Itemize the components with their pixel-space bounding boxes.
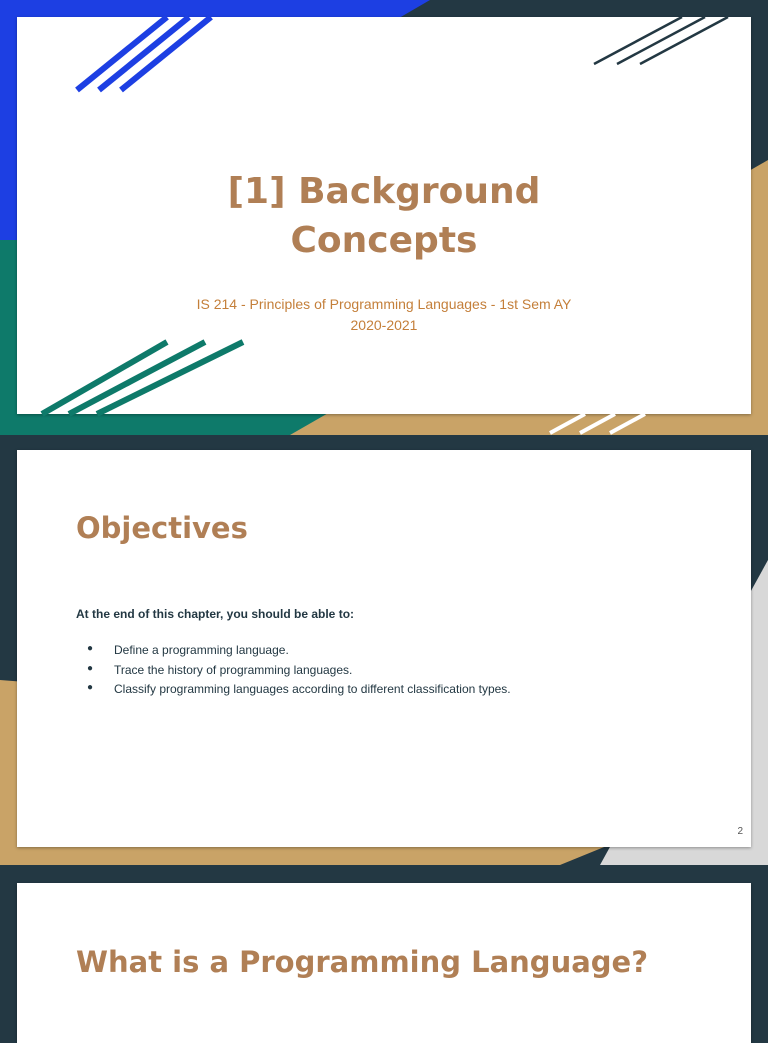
bullet-icon: ● bbox=[87, 662, 94, 674]
decorative-stripes bbox=[540, 414, 680, 434]
slide-heading: Objectives bbox=[76, 511, 248, 545]
list-item-text: Classify programming languages according to different classification types. bbox=[114, 682, 511, 696]
list-item-text: Define a programming language. bbox=[114, 643, 289, 657]
list-item bbox=[76, 682, 511, 702]
slide-title-heading bbox=[17, 167, 751, 265]
bullet-icon: ● bbox=[87, 682, 94, 693]
slide-definition bbox=[17, 883, 751, 1043]
subtitle-line: 2020-2021 bbox=[350, 317, 418, 333]
bullet-icon: ● bbox=[87, 643, 94, 654]
slide-subtitle bbox=[17, 294, 751, 336]
page-number: 2 bbox=[737, 826, 743, 837]
subtitle-line: IS 214 - Principles of Programming Languages - 1st Sem AY bbox=[196, 296, 572, 312]
slide-heading: What is a Programming Language? bbox=[76, 945, 649, 979]
slide-objectives bbox=[17, 450, 751, 847]
intro-text: At the end of this chapter, you should be able to: bbox=[76, 607, 355, 621]
title-line: [1] Background bbox=[227, 171, 541, 212]
title-line: Concepts bbox=[290, 220, 478, 261]
slide-title bbox=[17, 17, 751, 414]
objectives-list bbox=[76, 643, 511, 702]
list-item bbox=[76, 643, 511, 663]
list-item bbox=[76, 663, 511, 683]
list-item-text: Trace the history of programming languages. bbox=[114, 662, 353, 677]
